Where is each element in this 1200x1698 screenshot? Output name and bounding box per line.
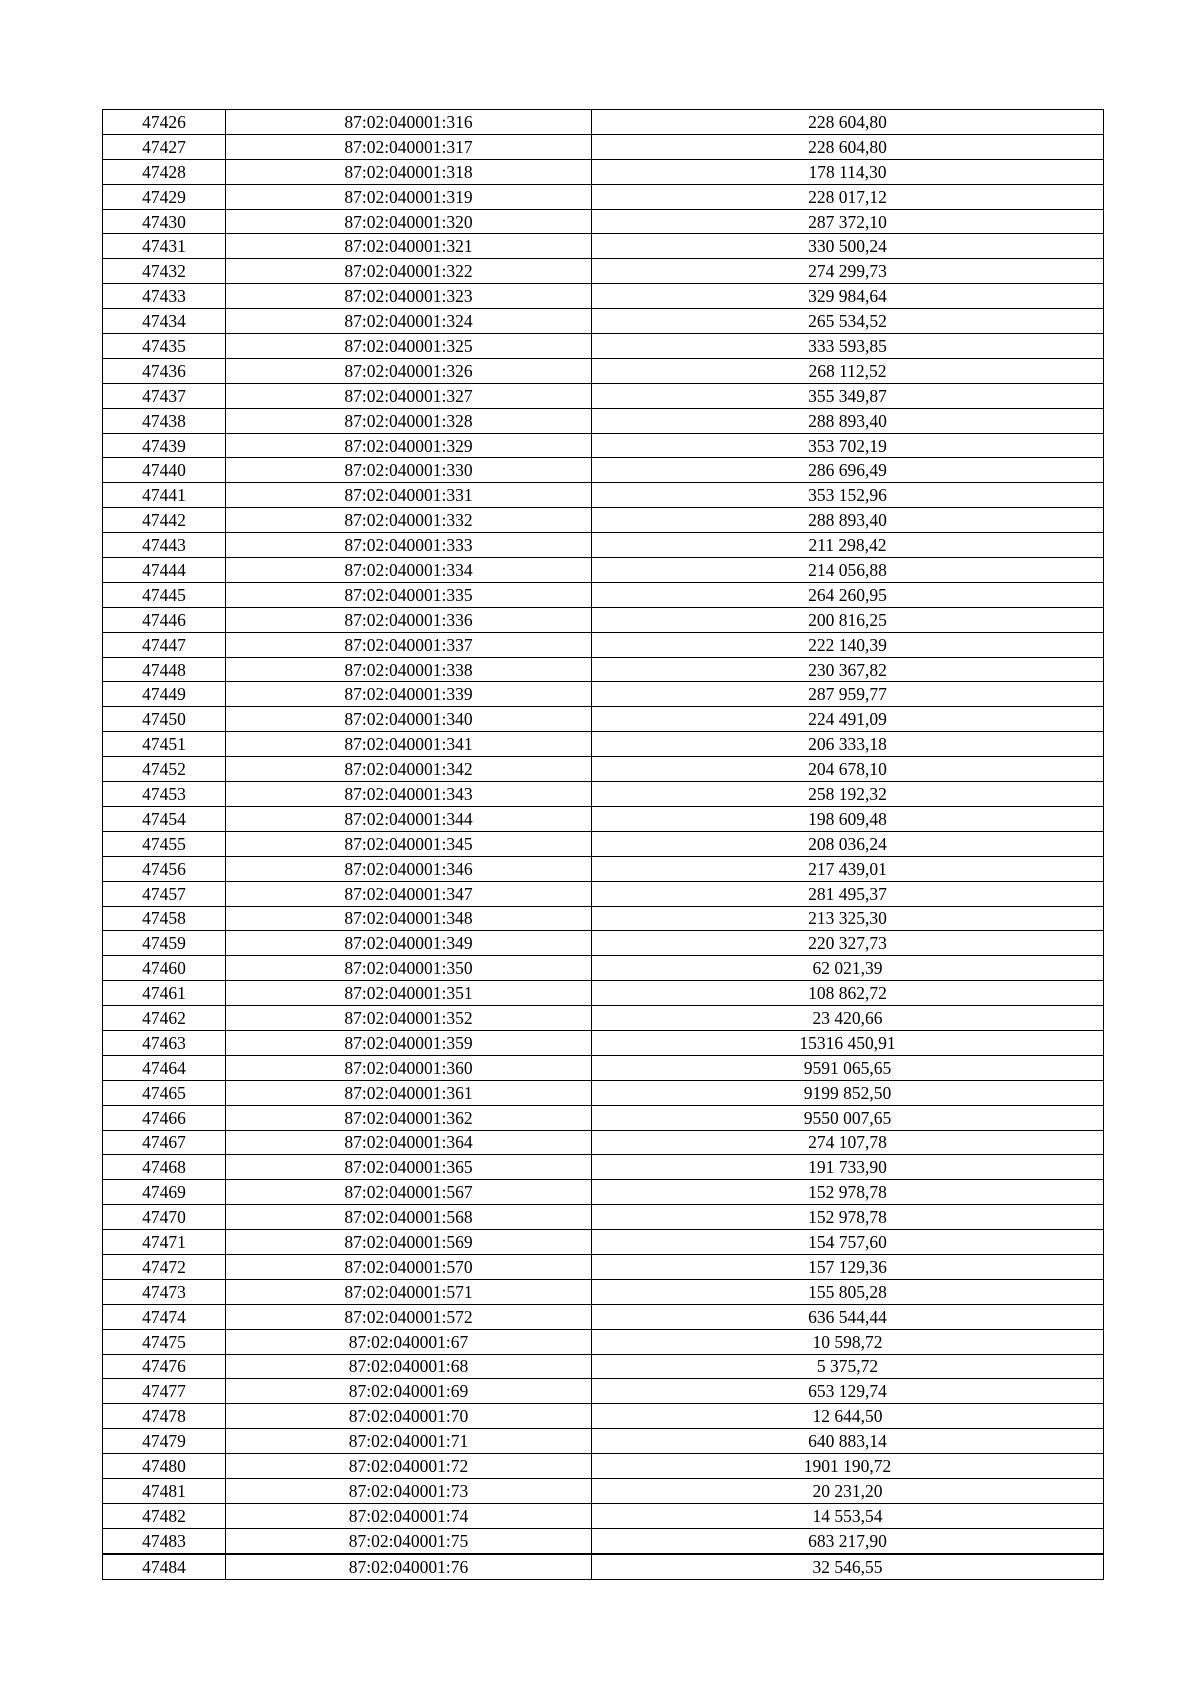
value-cell: 230 367,82	[592, 657, 1104, 682]
table-row	[103, 159, 1104, 184]
cadastral-number-cell: 87:02:040001:343	[226, 782, 592, 807]
value-cell: 152 978,78	[592, 1180, 1104, 1205]
table-row	[103, 110, 1104, 135]
table-row	[103, 1279, 1104, 1304]
table-row	[103, 1205, 1104, 1230]
value-cell: 636 544,44	[592, 1304, 1104, 1329]
cadastral-number-cell: 87:02:040001:68	[226, 1354, 592, 1379]
row-number-cell: 47441	[103, 483, 226, 508]
row-number-cell: 47473	[103, 1279, 226, 1304]
value-cell: 287 372,10	[592, 209, 1104, 234]
cadastral-number-cell: 87:02:040001:326	[226, 358, 592, 383]
table-row	[103, 1155, 1104, 1180]
table-row	[103, 1528, 1104, 1553]
row-number-cell: 47460	[103, 956, 226, 981]
table-row	[103, 358, 1104, 383]
cadastral-number-cell: 87:02:040001:568	[226, 1205, 592, 1230]
table-row	[103, 234, 1104, 259]
table-row	[103, 782, 1104, 807]
cadastral-number-cell: 87:02:040001:73	[226, 1478, 592, 1503]
table-row	[103, 1254, 1104, 1279]
table-row	[103, 408, 1104, 433]
value-cell: 281 495,37	[592, 881, 1104, 906]
table-row	[103, 1304, 1104, 1329]
table-row	[103, 981, 1104, 1006]
row-number-cell: 47434	[103, 309, 226, 334]
value-cell: 224 491,09	[592, 707, 1104, 732]
cadastral-number-cell: 87:02:040001:346	[226, 856, 592, 881]
table-row	[103, 134, 1104, 159]
table-row	[103, 1478, 1104, 1503]
table-row	[103, 1404, 1104, 1429]
table-row	[103, 1454, 1104, 1479]
cadastral-number-cell: 87:02:040001:75	[226, 1528, 592, 1553]
value-cell: 208 036,24	[592, 831, 1104, 856]
row-number-cell: 47472	[103, 1254, 226, 1279]
value-cell: 274 107,78	[592, 1130, 1104, 1155]
value-cell: 1901 190,72	[592, 1454, 1104, 1479]
value-cell: 288 893,40	[592, 508, 1104, 533]
value-cell: 20 231,20	[592, 1478, 1104, 1503]
cadastral-number-cell: 87:02:040001:329	[226, 433, 592, 458]
row-number-cell: 47470	[103, 1205, 226, 1230]
row-number-cell: 47464	[103, 1055, 226, 1080]
row-number-cell: 47429	[103, 184, 226, 209]
row-number-cell: 47459	[103, 931, 226, 956]
cadastral-number-cell: 87:02:040001:350	[226, 956, 592, 981]
table-row	[103, 657, 1104, 682]
value-cell: 268 112,52	[592, 358, 1104, 383]
row-number-cell: 47461	[103, 981, 226, 1006]
cadastral-number-cell: 87:02:040001:332	[226, 508, 592, 533]
row-number-cell: 47465	[103, 1080, 226, 1105]
data-table	[102, 109, 1104, 1580]
table-row	[103, 1379, 1104, 1404]
table-row	[103, 458, 1104, 483]
cadastral-number-cell: 87:02:040001:360	[226, 1055, 592, 1080]
table-row	[103, 931, 1104, 956]
table-row	[103, 309, 1104, 334]
cadastral-number-cell: 87:02:040001:328	[226, 408, 592, 433]
cadastral-number-cell: 87:02:040001:324	[226, 309, 592, 334]
row-number-cell: 47435	[103, 334, 226, 359]
cadastral-number-cell: 87:02:040001:567	[226, 1180, 592, 1205]
cadastral-number-cell: 87:02:040001:365	[226, 1155, 592, 1180]
cadastral-number-cell: 87:02:040001:345	[226, 831, 592, 856]
table-row	[103, 732, 1104, 757]
table-row	[103, 682, 1104, 707]
cadastral-number-cell: 87:02:040001:323	[226, 284, 592, 309]
table-row	[103, 906, 1104, 931]
value-cell: 286 696,49	[592, 458, 1104, 483]
row-number-cell: 47436	[103, 358, 226, 383]
table-row	[103, 1329, 1104, 1354]
value-cell: 287 959,77	[592, 682, 1104, 707]
value-cell: 32 546,55	[592, 1554, 1104, 1579]
value-cell: 108 862,72	[592, 981, 1104, 1006]
cadastral-number-cell: 87:02:040001:347	[226, 881, 592, 906]
value-cell: 330 500,24	[592, 234, 1104, 259]
row-number-cell: 47448	[103, 657, 226, 682]
table-row	[103, 707, 1104, 732]
cadastral-number-cell: 87:02:040001:320	[226, 209, 592, 234]
table-row	[103, 632, 1104, 657]
value-cell: 228 604,80	[592, 110, 1104, 135]
cadastral-number-cell: 87:02:040001:70	[226, 1404, 592, 1429]
value-cell: 355 349,87	[592, 383, 1104, 408]
row-number-cell: 47433	[103, 284, 226, 309]
value-cell: 683 217,90	[592, 1528, 1104, 1553]
value-cell: 264 260,95	[592, 582, 1104, 607]
table-row	[103, 582, 1104, 607]
row-number-cell: 47471	[103, 1230, 226, 1255]
cadastral-number-cell: 87:02:040001:359	[226, 1030, 592, 1055]
value-cell: 640 883,14	[592, 1429, 1104, 1454]
row-number-cell: 47449	[103, 682, 226, 707]
table-row	[103, 483, 1104, 508]
table-row	[103, 259, 1104, 284]
cadastral-number-cell: 87:02:040001:338	[226, 657, 592, 682]
value-cell: 213 325,30	[592, 906, 1104, 931]
table-row	[103, 1180, 1104, 1205]
value-cell: 178 114,30	[592, 159, 1104, 184]
value-cell: 9550 007,65	[592, 1105, 1104, 1130]
table-row	[103, 806, 1104, 831]
row-number-cell: 47484	[103, 1554, 226, 1579]
value-cell: 200 816,25	[592, 607, 1104, 632]
row-number-cell: 47466	[103, 1105, 226, 1130]
value-cell: 228 017,12	[592, 184, 1104, 209]
row-number-cell: 47444	[103, 558, 226, 583]
table-row	[103, 1230, 1104, 1255]
cadastral-number-cell: 87:02:040001:362	[226, 1105, 592, 1130]
row-number-cell: 47437	[103, 383, 226, 408]
value-cell: 206 333,18	[592, 732, 1104, 757]
row-number-cell: 47453	[103, 782, 226, 807]
table-row	[103, 1006, 1104, 1031]
cadastral-number-cell: 87:02:040001:344	[226, 806, 592, 831]
value-cell: 10 598,72	[592, 1329, 1104, 1354]
table-row	[103, 956, 1104, 981]
cadastral-number-cell: 87:02:040001:321	[226, 234, 592, 259]
table-row	[103, 209, 1104, 234]
cadastral-number-cell: 87:02:040001:76	[226, 1554, 592, 1579]
cadastral-number-cell: 87:02:040001:569	[226, 1230, 592, 1255]
cadastral-number-cell: 87:02:040001:335	[226, 582, 592, 607]
cadastral-number-cell: 87:02:040001:341	[226, 732, 592, 757]
value-cell: 288 893,40	[592, 408, 1104, 433]
row-number-cell: 47442	[103, 508, 226, 533]
table-row	[103, 284, 1104, 309]
cadastral-number-cell: 87:02:040001:351	[226, 981, 592, 1006]
cadastral-number-cell: 87:02:040001:339	[226, 682, 592, 707]
cadastral-number-cell: 87:02:040001:316	[226, 110, 592, 135]
cadastral-number-cell: 87:02:040001:571	[226, 1279, 592, 1304]
table-row	[103, 558, 1104, 583]
row-number-cell: 47474	[103, 1304, 226, 1329]
row-number-cell: 47457	[103, 881, 226, 906]
table-row	[103, 1055, 1104, 1080]
cadastral-number-cell: 87:02:040001:72	[226, 1454, 592, 1479]
row-number-cell: 47469	[103, 1180, 226, 1205]
table-row	[103, 607, 1104, 632]
cadastral-number-cell: 87:02:040001:317	[226, 134, 592, 159]
row-number-cell: 47447	[103, 632, 226, 657]
row-number-cell: 47479	[103, 1429, 226, 1454]
cadastral-number-cell: 87:02:040001:348	[226, 906, 592, 931]
value-cell: 23 420,66	[592, 1006, 1104, 1031]
value-cell: 5 375,72	[592, 1354, 1104, 1379]
cadastral-number-cell: 87:02:040001:352	[226, 1006, 592, 1031]
cadastral-number-cell: 87:02:040001:319	[226, 184, 592, 209]
cadastral-number-cell: 87:02:040001:69	[226, 1379, 592, 1404]
table-row	[103, 856, 1104, 881]
row-number-cell: 47475	[103, 1329, 226, 1354]
cadastral-number-cell: 87:02:040001:349	[226, 931, 592, 956]
row-number-cell: 47482	[103, 1503, 226, 1528]
row-number-cell: 47456	[103, 856, 226, 881]
value-cell: 220 327,73	[592, 931, 1104, 956]
row-number-cell: 47446	[103, 607, 226, 632]
value-cell: 258 192,32	[592, 782, 1104, 807]
row-number-cell: 47445	[103, 582, 226, 607]
cadastral-number-cell: 87:02:040001:336	[226, 607, 592, 632]
row-number-cell: 47462	[103, 1006, 226, 1031]
row-number-cell: 47455	[103, 831, 226, 856]
row-number-cell: 47450	[103, 707, 226, 732]
cadastral-number-cell: 87:02:040001:572	[226, 1304, 592, 1329]
table-row	[103, 1130, 1104, 1155]
table-row	[103, 433, 1104, 458]
row-number-cell: 47463	[103, 1030, 226, 1055]
table-row	[103, 881, 1104, 906]
value-cell: 152 978,78	[592, 1205, 1104, 1230]
cadastral-number-cell: 87:02:040001:322	[226, 259, 592, 284]
row-number-cell: 47439	[103, 433, 226, 458]
value-cell: 222 140,39	[592, 632, 1104, 657]
cadastral-number-cell: 87:02:040001:67	[226, 1329, 592, 1354]
table-row	[103, 757, 1104, 782]
cadastral-number-cell: 87:02:040001:318	[226, 159, 592, 184]
value-cell: 274 299,73	[592, 259, 1104, 284]
cadastral-number-cell: 87:02:040001:331	[226, 483, 592, 508]
value-cell: 62 021,39	[592, 956, 1104, 981]
table-row	[103, 1105, 1104, 1130]
row-number-cell: 47451	[103, 732, 226, 757]
row-number-cell: 47440	[103, 458, 226, 483]
row-number-cell: 47480	[103, 1454, 226, 1479]
table-row	[103, 1354, 1104, 1379]
value-cell: 217 439,01	[592, 856, 1104, 881]
cadastral-number-cell: 87:02:040001:325	[226, 334, 592, 359]
value-cell: 198 609,48	[592, 806, 1104, 831]
value-cell: 653 129,74	[592, 1379, 1104, 1404]
row-number-cell: 47427	[103, 134, 226, 159]
value-cell: 204 678,10	[592, 757, 1104, 782]
value-cell: 228 604,80	[592, 134, 1104, 159]
row-number-cell: 47481	[103, 1478, 226, 1503]
cadastral-number-cell: 87:02:040001:74	[226, 1503, 592, 1528]
table-row	[103, 1030, 1104, 1055]
value-cell: 211 298,42	[592, 533, 1104, 558]
table-row	[103, 533, 1104, 558]
table-row	[103, 508, 1104, 533]
value-cell: 353 702,19	[592, 433, 1104, 458]
value-cell: 329 984,64	[592, 284, 1104, 309]
cadastral-number-cell: 87:02:040001:570	[226, 1254, 592, 1279]
cadastral-number-cell: 87:02:040001:334	[226, 558, 592, 583]
cadastral-number-cell: 87:02:040001:333	[226, 533, 592, 558]
row-number-cell: 47476	[103, 1354, 226, 1379]
table-row	[103, 334, 1104, 359]
row-number-cell: 47443	[103, 533, 226, 558]
value-cell: 15316 450,91	[592, 1030, 1104, 1055]
value-cell: 191 733,90	[592, 1155, 1104, 1180]
cadastral-number-cell: 87:02:040001:364	[226, 1130, 592, 1155]
table-body	[103, 110, 1104, 1580]
cadastral-number-cell: 87:02:040001:327	[226, 383, 592, 408]
row-number-cell: 47467	[103, 1130, 226, 1155]
row-number-cell: 47428	[103, 159, 226, 184]
cadastral-number-cell: 87:02:040001:71	[226, 1429, 592, 1454]
value-cell: 265 534,52	[592, 309, 1104, 334]
row-number-cell: 47458	[103, 906, 226, 931]
value-cell: 12 644,50	[592, 1404, 1104, 1429]
row-number-cell: 47432	[103, 259, 226, 284]
value-cell: 353 152,96	[592, 483, 1104, 508]
value-cell: 333 593,85	[592, 334, 1104, 359]
value-cell: 14 553,54	[592, 1503, 1104, 1528]
row-number-cell: 47483	[103, 1528, 226, 1553]
row-number-cell: 47426	[103, 110, 226, 135]
row-number-cell: 47478	[103, 1404, 226, 1429]
table-row	[103, 1429, 1104, 1454]
cadastral-number-cell: 87:02:040001:337	[226, 632, 592, 657]
cadastral-number-cell: 87:02:040001:340	[226, 707, 592, 732]
table-row	[103, 184, 1104, 209]
table-row	[103, 383, 1104, 408]
row-number-cell: 47452	[103, 757, 226, 782]
table-row	[103, 1080, 1104, 1105]
table-row	[103, 1503, 1104, 1528]
table-row	[103, 831, 1104, 856]
value-cell: 154 757,60	[592, 1230, 1104, 1255]
cadastral-number-cell: 87:02:040001:361	[226, 1080, 592, 1105]
row-number-cell: 47477	[103, 1379, 226, 1404]
row-number-cell: 47438	[103, 408, 226, 433]
row-number-cell: 47430	[103, 209, 226, 234]
table-row	[103, 1554, 1104, 1579]
value-cell: 155 805,28	[592, 1279, 1104, 1304]
cadastral-number-cell: 87:02:040001:342	[226, 757, 592, 782]
row-number-cell: 47468	[103, 1155, 226, 1180]
row-number-cell: 47431	[103, 234, 226, 259]
value-cell: 214 056,88	[592, 558, 1104, 583]
value-cell: 9199 852,50	[592, 1080, 1104, 1105]
cadastral-number-cell: 87:02:040001:330	[226, 458, 592, 483]
value-cell: 157 129,36	[592, 1254, 1104, 1279]
row-number-cell: 47454	[103, 806, 226, 831]
value-cell: 9591 065,65	[592, 1055, 1104, 1080]
